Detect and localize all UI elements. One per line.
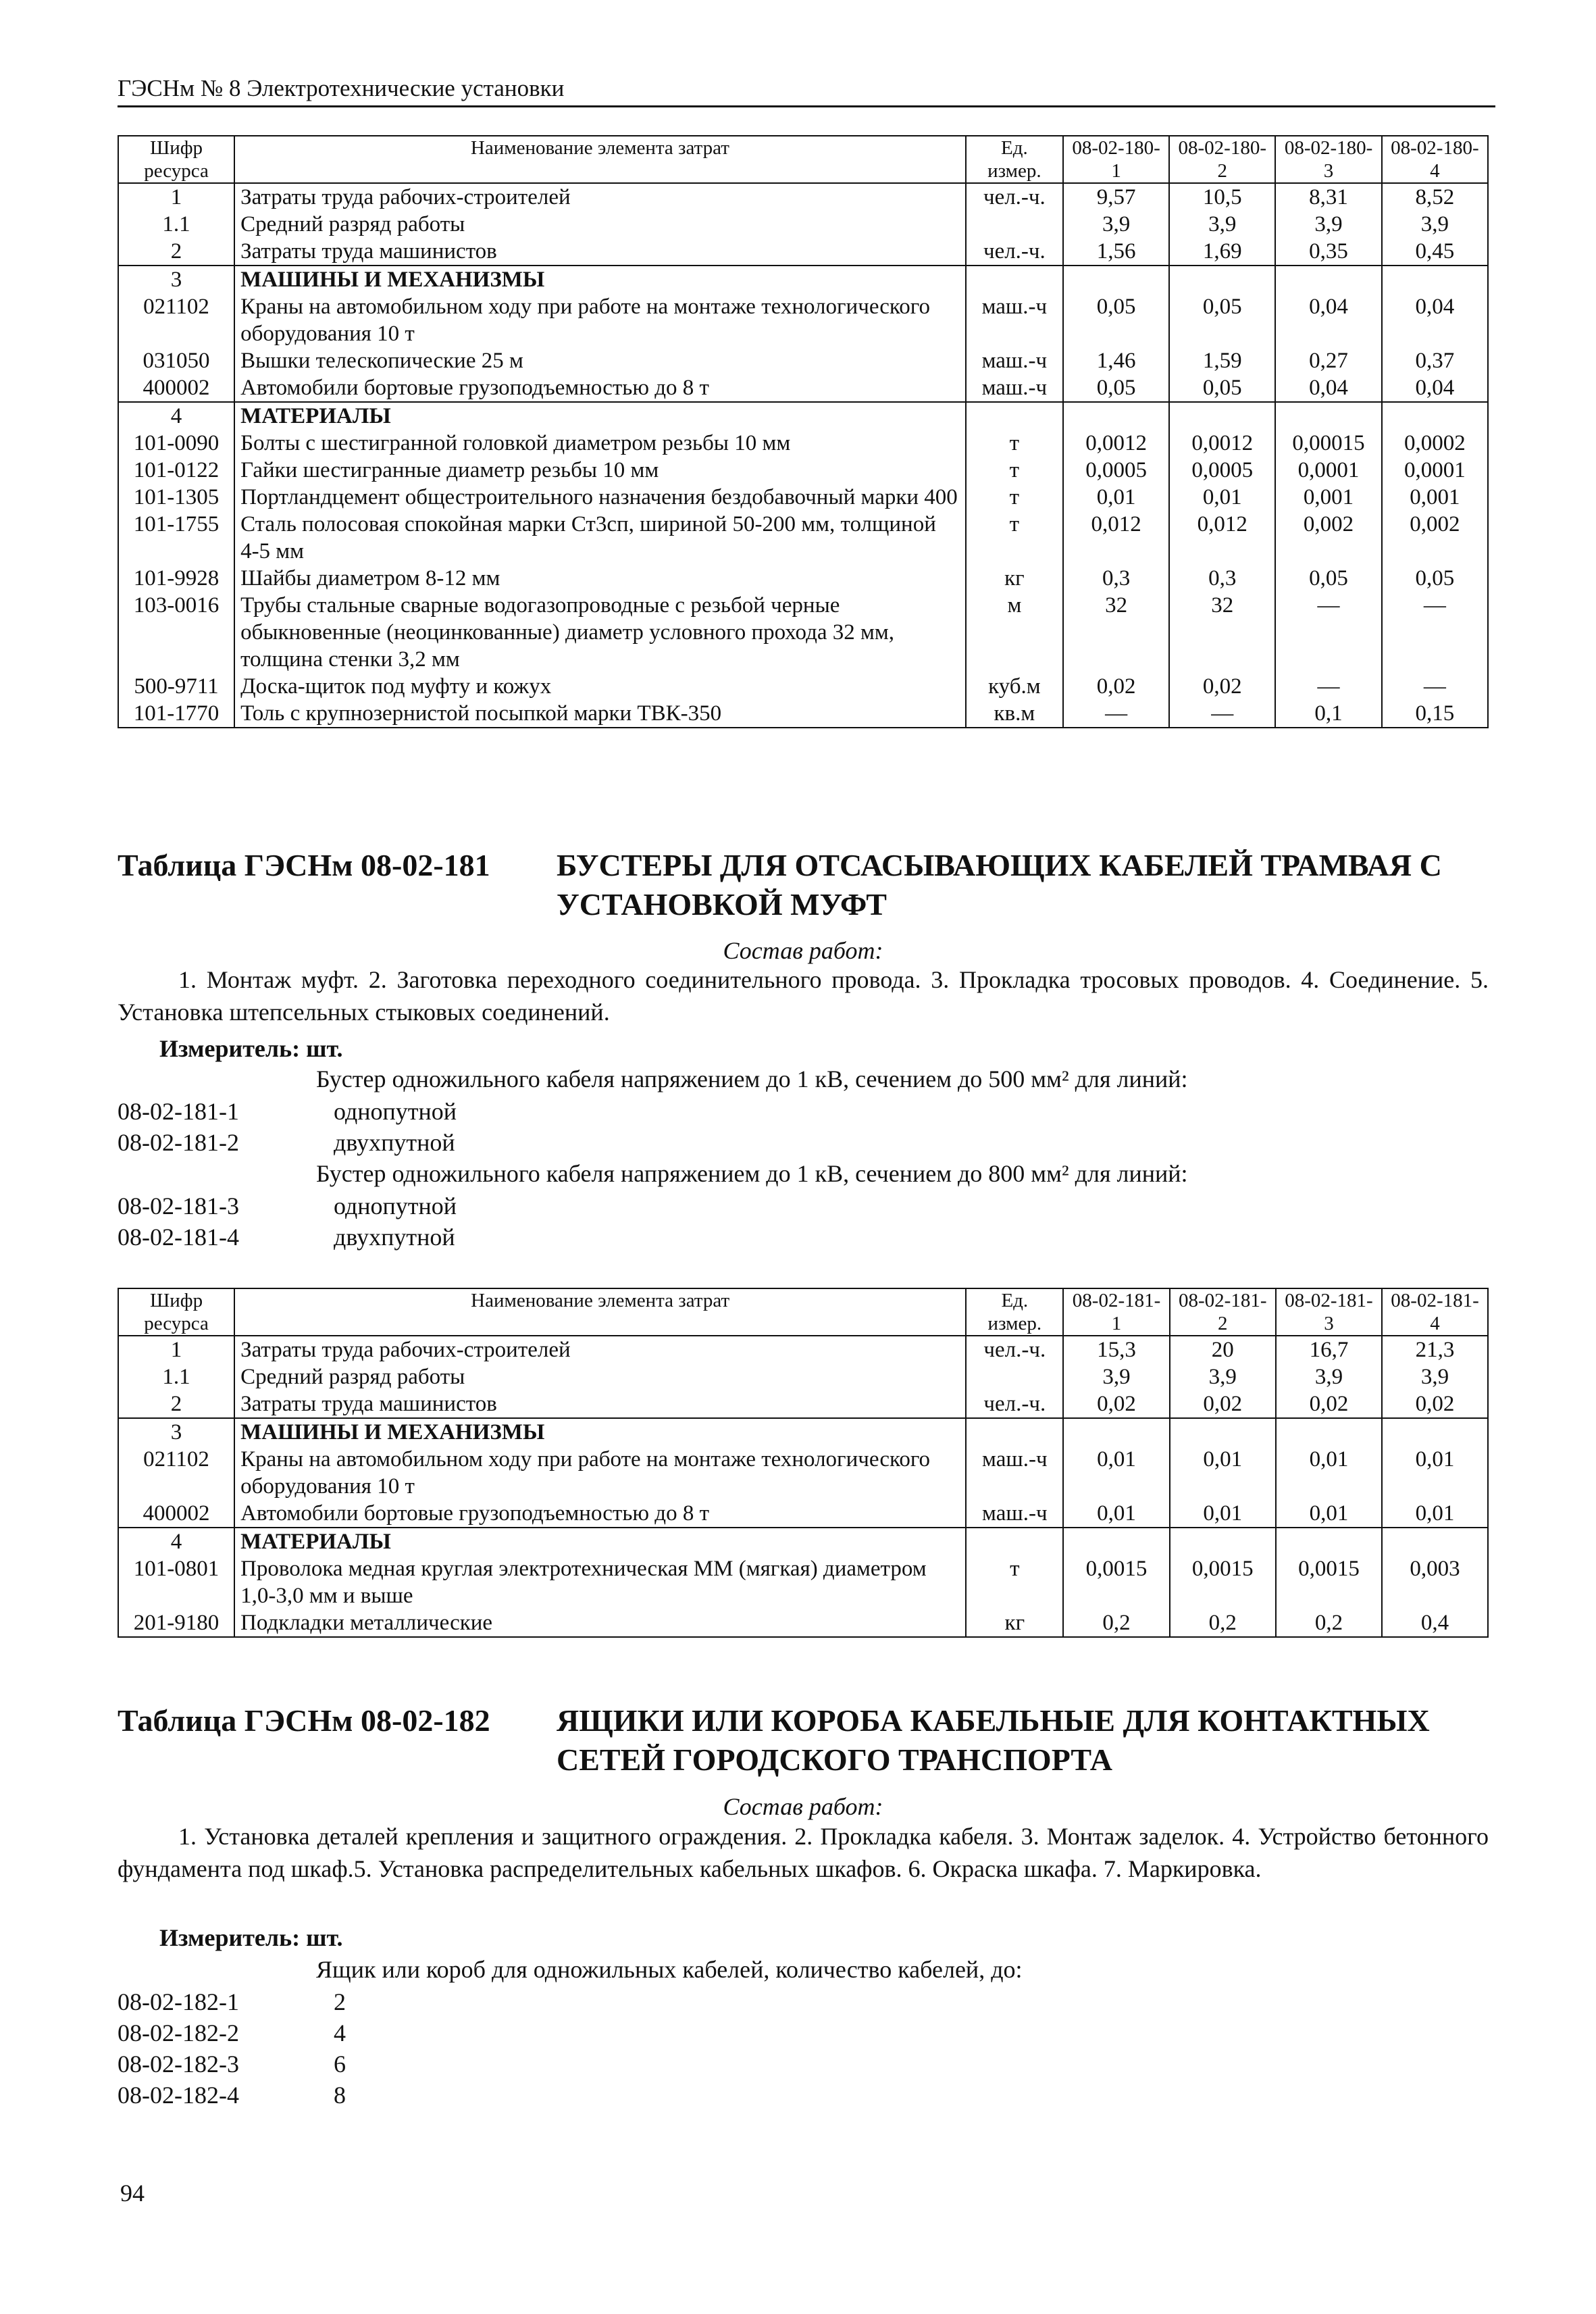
table-row [118,266,1488,293]
variant-group-heading: Бустер одножильного кабеля напряжением до 1 кВ, сечением до 800 мм² для линий: [316,1160,1188,1187]
resource-value: 0,01 [1382,1500,1488,1528]
resource-value: 0,01 [1063,1500,1169,1528]
resource-value: — [1382,592,1488,673]
resource-unit [966,266,1063,293]
col-header-code-4: 08-02-181-4 [1382,1288,1488,1336]
table-row [118,565,1488,592]
col-header-code: Шифр ресурса [118,1288,234,1336]
variant-code: 08-02-181-2 [118,1129,239,1156]
table-row [118,457,1488,484]
resource-value: 3,9 [1169,211,1275,238]
resource-value: 0,1 [1275,700,1381,728]
col-header-code-2: 08-02-181-2 [1170,1288,1276,1336]
table-row [118,1390,1488,1418]
resource-value: 0,0001 [1382,457,1488,484]
resource-value [1276,1528,1382,1555]
resource-value [1063,1418,1169,1446]
variant-text: двухпутной [334,1129,455,1156]
variant-text: однопутной [334,1098,457,1125]
resource-value: 0,01 [1382,1446,1488,1500]
resource-value: — [1382,673,1488,700]
variant-text: 8 [334,2082,346,2109]
resource-unit: чел.-ч. [966,1336,1063,1363]
resource-code: 103-0016 [118,592,234,673]
table-row [118,402,1488,430]
col-header-code-2: 08-02-180-2 [1169,136,1275,183]
variant-code: 08-02-181-4 [118,1224,239,1251]
resource-value: 0,35 [1275,238,1381,266]
composition-text: 1. Установка деталей крепления и защитного ограждения. 2. Прокладка кабеля. 3. Монтаж заделок. 4. Устройство бетонного фундамента под шкаф.5. Установка распределительных кабельных шкафов. 6. Окраска шкафа. 7. Маркировка. [118,1823,1489,1882]
resource-code: 1.1 [118,211,234,238]
resource-unit: кв.м [966,700,1063,728]
resource-unit: т [966,484,1063,511]
resource-name: Краны на автомобильном ходу при работе на монтаже технологического оборудования 10 т [234,1446,966,1500]
resource-code: 021102 [118,293,234,347]
composition-title: Состав работ: [723,937,883,964]
resource-value: 0,012 [1063,511,1169,565]
resource-code: 1.1 [118,1363,234,1390]
table-row [118,1528,1488,1555]
resource-unit: маш.-ч [966,293,1063,347]
variant-text: 2 [334,1988,346,2015]
resource-name: Затраты труда рабочих-строителей [234,183,966,211]
col-header-name: Наименование элемента затрат [234,1288,966,1336]
table-row [118,1609,1488,1637]
resource-value [1275,266,1381,293]
variant-group-heading: Ящик или короб для одножильных кабелей, количество кабелей, до: [316,1956,1023,1983]
resource-value: — [1275,673,1381,700]
resource-value [1382,266,1488,293]
resource-value: 0,0001 [1275,457,1381,484]
resource-value: 0,05 [1275,565,1381,592]
meter-label: Измеритель: шт. [159,1035,343,1062]
resource-value: 0,01 [1063,1446,1169,1500]
table-label: Таблица ГЭСНм 08-02-182 [118,1703,490,1738]
resource-unit: кг [966,565,1063,592]
table-row [118,511,1488,565]
resource-value: 0,05 [1382,565,1488,592]
resource-unit: т [966,511,1063,565]
resource-code: 101-0801 [118,1555,234,1609]
table-header-row [118,136,1488,183]
resource-value [1170,1528,1276,1555]
resource-value: 0,01 [1063,484,1169,511]
resource-value: 0,27 [1275,347,1381,374]
table-row [118,238,1488,266]
resource-unit: куб.м [966,673,1063,700]
meter-label: Измеритель: шт. [159,1924,343,1951]
resource-value: 0,2 [1276,1609,1382,1637]
resource-value: 21,3 [1382,1336,1488,1363]
variant-code: 08-02-181-1 [118,1098,239,1125]
col-header-code: Шифр ресурса [118,136,234,183]
resource-value: 0,02 [1276,1390,1382,1418]
resource-code: 2 [118,1390,234,1418]
resource-name: МАШИНЫ И МЕХАНИЗМЫ [234,266,966,293]
resource-code: 3 [118,266,234,293]
resource-value: 8,52 [1382,183,1488,211]
resource-value: 0,04 [1382,293,1488,347]
resource-value: 0,01 [1169,484,1275,511]
resource-value: 0,01 [1170,1446,1276,1500]
table-row [118,374,1488,402]
resource-value: 0,05 [1063,293,1169,347]
table-row [118,673,1488,700]
composition-title: Состав работ: [723,1793,883,1820]
table-row [118,592,1488,673]
resource-value: 0,0012 [1169,430,1275,457]
variant-text: двухпутной [334,1224,455,1251]
resource-unit: маш.-ч [966,1500,1063,1528]
resource-name: Толь с крупнозернистой посыпкой марки ТВК-350 [234,700,966,728]
resource-value: 0,04 [1275,374,1381,402]
table-row [118,484,1488,511]
resource-value: 0,02 [1170,1390,1276,1418]
resource-code: 3 [118,1418,234,1446]
table-heading: ЯЩИКИ ИЛИ КОРОБА КАБЕЛЬНЫЕ ДЛЯ КОНТАКТНЫХ СЕТЕЙ ГОРОДСКОГО ТРАНСПОРТА [557,1703,1430,1777]
resource-value: 0,4 [1382,1609,1488,1637]
col-header-unit: Ед. измер. [966,136,1063,183]
resource-value: 3,9 [1382,211,1488,238]
resource-value: 15,3 [1063,1336,1169,1363]
running-header: ГЭСНм № 8 Электротехнические установки [118,74,1495,107]
table-row [118,1363,1488,1390]
resource-value: — [1275,592,1381,673]
resource-value: 9,57 [1063,183,1169,211]
resource-name: Автомобили бортовые грузоподъемностью до 8 т [234,1500,966,1528]
table-row [118,1418,1488,1446]
resource-value: 0,37 [1382,347,1488,374]
resource-value: 0,02 [1063,1390,1169,1418]
resource-value: 0,3 [1063,565,1169,592]
resource-value [1382,1418,1488,1446]
resource-name: Гайки шестигранные диаметр резьбы 10 мм [234,457,966,484]
resource-table-181 [118,1288,1489,1638]
resource-unit: чел.-ч. [966,183,1063,211]
resource-unit: маш.-ч [966,1446,1063,1500]
resource-value: 1,69 [1169,238,1275,266]
resource-value: 0,05 [1169,293,1275,347]
resource-value: 0,00015 [1275,430,1381,457]
resource-name: Шайбы диаметром 8-12 мм [234,565,966,592]
resource-value: 0,01 [1276,1446,1382,1500]
table-row [118,1446,1488,1500]
variant-code: 08-02-182-1 [118,1988,239,2015]
resource-value: 32 [1169,592,1275,673]
resource-value: 8,31 [1275,183,1381,211]
resource-value: 0,02 [1382,1390,1488,1418]
resource-unit: кг [966,1609,1063,1637]
resource-value: 0,04 [1275,293,1381,347]
table-header-row [118,1288,1488,1336]
table-heading: БУСТЕРЫ ДЛЯ ОТСАСЫВАЮЩИХ КАБЕЛЕЙ ТРАМВАЯ С УСТАНОВКОЙ МУФТ [557,848,1442,922]
resource-value: 0,02 [1063,673,1169,700]
resource-value: 1,59 [1169,347,1275,374]
resource-unit: чел.-ч. [966,1390,1063,1418]
resource-code: 031050 [118,347,234,374]
resource-value: 3,9 [1382,1363,1488,1390]
resource-name: Вышки телескопические 25 м [234,347,966,374]
resource-unit [966,1418,1063,1446]
table-row [118,1500,1488,1528]
col-header-code-1: 08-02-180-1 [1063,136,1169,183]
resource-code: 500-9711 [118,673,234,700]
table-row [118,293,1488,347]
resource-value: 0,3 [1169,565,1275,592]
table-row [118,700,1488,728]
variant-text: 6 [334,2051,346,2078]
resource-code: 4 [118,402,234,430]
resource-value: — [1169,700,1275,728]
table-row [118,347,1488,374]
resource-value: 0,0012 [1063,430,1169,457]
variant-code: 08-02-182-4 [118,2082,239,2109]
variant-group-heading: Бустер одножильного кабеля напряжением до 1 кВ, сечением до 500 мм² для линий: [316,1065,1188,1092]
resource-code: 101-9928 [118,565,234,592]
resource-value [1169,266,1275,293]
resource-code: 101-1770 [118,700,234,728]
table-row [118,183,1488,211]
resource-value: 0,0015 [1170,1555,1276,1609]
resource-value: 0,45 [1382,238,1488,266]
resource-value: 0,02 [1169,673,1275,700]
resource-value [1063,402,1169,430]
resource-value: 3,9 [1276,1363,1382,1390]
resource-value [1063,1528,1169,1555]
resource-value: 0,0005 [1063,457,1169,484]
resource-value: 0,003 [1382,1555,1488,1609]
resource-unit: маш.-ч [966,347,1063,374]
variant-text: 4 [334,2019,346,2046]
col-header-code-3: 08-02-181-3 [1276,1288,1382,1336]
resource-value [1169,402,1275,430]
resource-name: Средний разряд работы [234,211,966,238]
resource-unit [966,211,1063,238]
resource-code: 400002 [118,374,234,402]
page-number: 94 [120,2180,145,2207]
resource-value [1382,402,1488,430]
resource-value: 3,9 [1170,1363,1276,1390]
resource-value: 32 [1063,592,1169,673]
resource-value: 16,7 [1276,1336,1382,1363]
resource-value: 0,001 [1275,484,1381,511]
resource-value: 0,002 [1382,511,1488,565]
resource-unit: т [966,430,1063,457]
resource-name: Подкладки металлические [234,1609,966,1637]
resource-name: Портландцемент общестроительного назначения бездобавочный марки 400 [234,484,966,511]
resource-name: Затраты труда машинистов [234,1390,966,1418]
resource-name: МАТЕРИАЛЫ [234,402,966,430]
resource-code: 021102 [118,1446,234,1500]
resource-value: 0,0005 [1169,457,1275,484]
resource-name: Затраты труда рабочих-строителей [234,1336,966,1363]
resource-value: — [1063,700,1169,728]
resource-value [1276,1418,1382,1446]
resource-code: 2 [118,238,234,266]
resource-unit: маш.-ч [966,374,1063,402]
table-row [118,1336,1488,1363]
resource-code: 400002 [118,1500,234,1528]
resource-unit [966,1528,1063,1555]
resource-value: 0,2 [1063,1609,1169,1637]
resource-value: 0,01 [1170,1500,1276,1528]
resource-value: 1,46 [1063,347,1169,374]
resource-value: 0,012 [1169,511,1275,565]
resource-name: Сталь полосовая спокойная марки Ст3сп, шириной 50-200 мм, толщиной 4-5 мм [234,511,966,565]
resource-code: 1 [118,183,234,211]
resource-value: 0,05 [1063,374,1169,402]
table-row [118,1555,1488,1609]
col-header-code-1: 08-02-181-1 [1063,1288,1169,1336]
col-header-name: Наименование элемента затрат [234,136,966,183]
resource-value: 0,01 [1276,1500,1382,1528]
resource-value: 1,56 [1063,238,1169,266]
resource-value [1382,1528,1488,1555]
variant-code: 08-02-182-2 [118,2019,239,2046]
resource-value [1170,1418,1276,1446]
resource-code: 101-1755 [118,511,234,565]
resource-name: Средний разряд работы [234,1363,966,1390]
resource-name: Доска-щиток под муфту и кожух [234,673,966,700]
resource-unit [966,1363,1063,1390]
resource-unit: чел.-ч. [966,238,1063,266]
resource-value: 0,04 [1382,374,1488,402]
variant-text: однопутной [334,1192,457,1219]
resource-unit [966,402,1063,430]
resource-value: 0,05 [1169,374,1275,402]
resource-name: Проволока медная круглая электротехническая ММ (мягкая) диаметром 1,0-3,0 мм и выше [234,1555,966,1609]
resource-value [1063,266,1169,293]
variant-code: 08-02-181-3 [118,1192,239,1219]
resource-value: 0,0015 [1276,1555,1382,1609]
table-row [118,430,1488,457]
resource-value: 20 [1170,1336,1276,1363]
col-header-code-3: 08-02-180-3 [1275,136,1381,183]
resource-code: 101-0122 [118,457,234,484]
col-header-unit: Ед. измер. [966,1288,1063,1336]
resource-name: Болты с шестигранной головкой диаметром резьбы 10 мм [234,430,966,457]
composition-text: 1. Монтаж муфт. 2. Заготовка переходного соединительного провода. 3. Прокладка тросовых проводов. 4. Соединение. 5. Установка штепсельных стыковых соединений. [118,966,1489,1026]
resource-value: 3,9 [1063,211,1169,238]
table-label: Таблица ГЭСНм 08-02-181 [118,848,490,882]
resource-name: Трубы стальные сварные водогазопроводные с резьбой черные обыкновенные (неоцинкованные) диаметр условного прохода 32 мм, толщина стенки 3,2 мм [234,592,966,673]
resource-code: 101-0090 [118,430,234,457]
resource-name: Автомобили бортовые грузоподъемностью до 8 т [234,374,966,402]
variant-code: 08-02-182-3 [118,2051,239,2078]
resource-value: 3,9 [1063,1363,1169,1390]
resource-value [1275,402,1381,430]
resource-table-180 [118,135,1489,728]
resource-code: 1 [118,1336,234,1363]
resource-name: Краны на автомобильном ходу при работе на монтаже технологического оборудования 10 т [234,293,966,347]
resource-code: 101-1305 [118,484,234,511]
resource-value: 0,0002 [1382,430,1488,457]
resource-name: МАТЕРИАЛЫ [234,1528,966,1555]
resource-value: 3,9 [1275,211,1381,238]
table-row [118,211,1488,238]
resource-unit: м [966,592,1063,673]
resource-value: 0,15 [1382,700,1488,728]
resource-unit: т [966,1555,1063,1609]
resource-value: 0,0015 [1063,1555,1169,1609]
resource-code: 4 [118,1528,234,1555]
resource-name: Затраты труда машинистов [234,238,966,266]
col-header-code-4: 08-02-180-4 [1382,136,1488,183]
resource-value: 0,002 [1275,511,1381,565]
resource-value: 10,5 [1169,183,1275,211]
resource-value: 0,2 [1170,1609,1276,1637]
resource-name: МАШИНЫ И МЕХАНИЗМЫ [234,1418,966,1446]
resource-code: 201-9180 [118,1609,234,1637]
resource-value: 0,001 [1382,484,1488,511]
resource-unit: т [966,457,1063,484]
